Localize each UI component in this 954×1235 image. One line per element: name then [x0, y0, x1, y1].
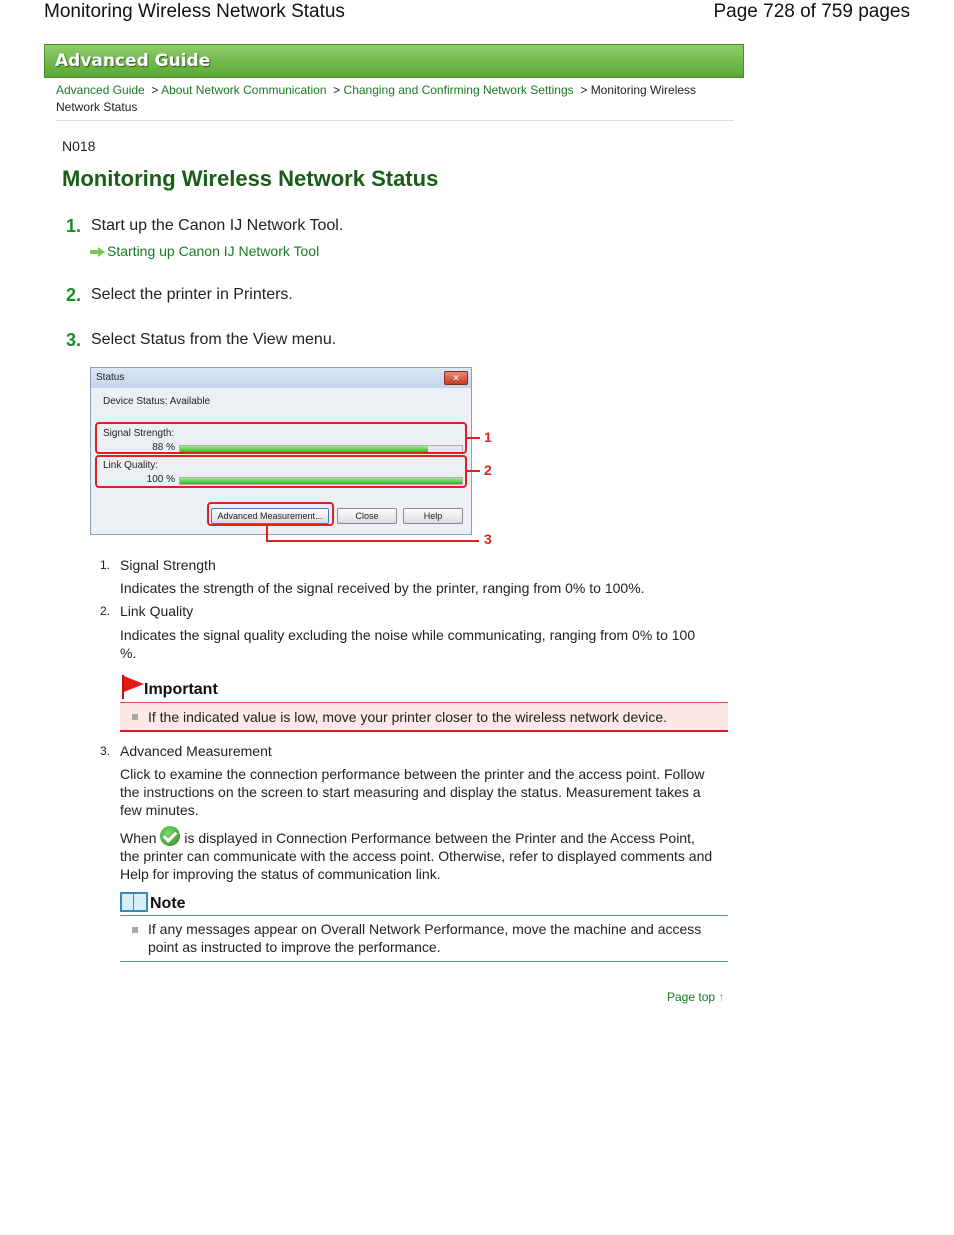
when-suffix: is displayed in Connection Performance between the Printer and the Access Point, the printer can communicate with the access point. Otherwise, refer to displayed comments and Help for improving the status of communication link.: [120, 830, 713, 882]
breadcrumb-separator: >: [151, 83, 159, 97]
doc-id: N018: [62, 138, 96, 154]
step-2-text: Select the printer in Printers.: [91, 286, 293, 303]
advanced-measurement-highlight: [207, 502, 334, 526]
item-2-description: Indicates the signal quality excluding the noise while communicating, ranging from 0% to 100 %.: [120, 627, 696, 661]
banner-label: Advanced Guide: [55, 51, 211, 71]
step-2-number: 2.: [66, 285, 82, 305]
item-1-title: Signal Strength: [120, 557, 216, 573]
step-1-link[interactable]: [90, 243, 319, 259]
advanced-guide-banner: [44, 44, 744, 78]
item-1-description: Indicates the strength of the signal received by the printer, ranging from 0% to 100%.: [120, 580, 645, 596]
book-icon: [120, 890, 148, 910]
up-arrow-icon: ↑: [718, 990, 725, 1004]
breadcrumb-separator: >: [580, 83, 588, 97]
step-1-text: Start up the Canon IJ Network Tool.: [91, 217, 344, 234]
important-box: [120, 702, 728, 732]
breadcrumb-link-advanced-guide[interactable]: Advanced Guide: [56, 83, 145, 97]
step-3-number: 3.: [66, 330, 82, 350]
callout-3: 3: [484, 531, 492, 547]
note-text: If any messages appear on Overall Network Performance, move the machine and access point as instructed to improve the performance.: [148, 921, 702, 955]
item-3-when-paragraph: [120, 826, 718, 883]
step-3-text: Select Status from the View menu.: [91, 331, 337, 348]
item-1-number: 1.: [100, 558, 111, 572]
link-quality-label: Link Quality:: [103, 460, 159, 471]
close-icon[interactable]: ✕: [444, 371, 468, 385]
signal-strength-value: 88 %: [152, 442, 175, 453]
page-title: Monitoring Wireless Network Status: [62, 166, 439, 191]
signal-strength-highlight: [95, 422, 467, 454]
page-count: Page 728 of 759 pages: [713, 1, 910, 22]
important-label: Important: [144, 681, 218, 698]
breadcrumb-link-about-network-communication[interactable]: About Network Communication: [161, 83, 327, 97]
callout-3-leader-vertical: [266, 526, 268, 541]
item-2-number: 2.: [100, 604, 111, 618]
close-button[interactable]: Close: [337, 508, 397, 524]
advanced-measurement-button[interactable]: Advanced Measurement...: [211, 508, 329, 524]
header-divider: [56, 120, 734, 121]
callout-2-leader: [467, 470, 480, 472]
red-flag-icon: [120, 675, 144, 699]
when-prefix: When: [120, 830, 157, 846]
callout-1-leader: [467, 437, 480, 439]
dialog-titlebar: [91, 368, 471, 388]
dialog-title: Status: [96, 372, 125, 383]
step-1-link-label[interactable]: Starting up Canon IJ Network Tool: [107, 243, 320, 259]
breadcrumb-current: Monitoring Wireless Network Status: [56, 83, 697, 114]
item-3-number: 3.: [100, 744, 111, 758]
item-2-title: Link Quality: [120, 603, 194, 619]
link-quality-value: 100 %: [146, 474, 175, 485]
important-text: If the indicated value is low, move your printer closer to the wireless network device.: [148, 709, 668, 725]
signal-strength-label: Signal Strength:: [103, 428, 175, 439]
callout-3-leader-horizontal: [266, 540, 479, 542]
page-top-label[interactable]: Page top: [667, 990, 716, 1004]
note-box: [120, 915, 728, 962]
breadcrumb: [56, 82, 736, 116]
bullet-icon: [132, 927, 138, 933]
callout-1: 1: [484, 429, 492, 445]
item-3-title: Advanced Measurement: [120, 743, 272, 759]
device-status: Device Status: Available: [103, 396, 211, 407]
page-top-link[interactable]: [667, 990, 724, 1004]
breadcrumb-separator: >: [333, 83, 341, 97]
arrow-right-icon: [90, 247, 105, 257]
note-label: Note: [150, 895, 186, 912]
callout-2: 2: [484, 462, 492, 478]
link-quality-highlight: [95, 455, 467, 488]
item-3-description: Click to examine the connection performance between the printer and the access point. Follow the instructions on the screen to start measuring and display the status. Measurement takes a few minutes.: [120, 766, 705, 818]
page-header-title: Monitoring Wireless Network Status: [44, 1, 345, 22]
bullet-icon: [132, 714, 138, 720]
green-check-icon: [160, 826, 180, 846]
breadcrumb-link-changing-confirming[interactable]: Changing and Confirming Network Settings: [343, 83, 574, 97]
step-1-number: 1.: [66, 216, 82, 236]
help-button[interactable]: Help: [403, 508, 463, 524]
